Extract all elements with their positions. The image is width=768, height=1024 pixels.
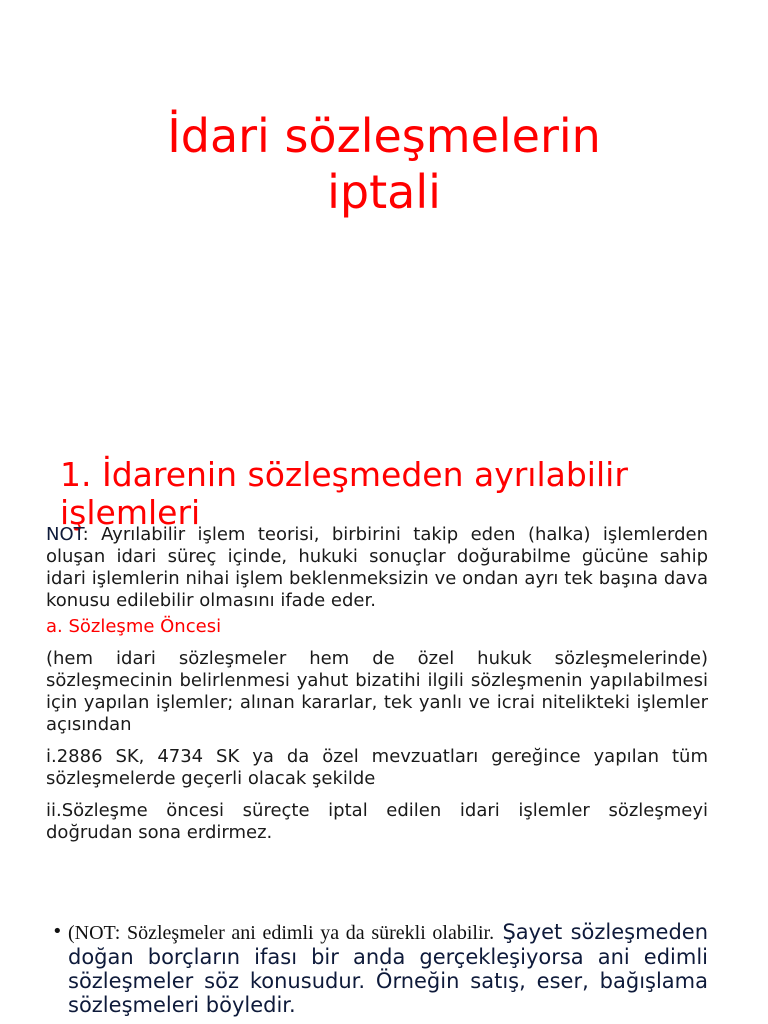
not-label: NOT (46, 524, 83, 545)
bullet-rest-text: Şayet sözleşmeden doğan borçların ifası bir anda gerçekleşiyorsa ani edimli sözleşmeler söz konusudur. Örneğin satış, eser, bağışlama sözleşmeleri böyledir. (68, 920, 709, 1017)
paragraph-2: i.2886 SK, 4734 SK ya da özel mevzuatları gereğince yapılan tüm sözleşmelerde geçerli olacak şekilde (46, 746, 708, 789)
paragraph-1: (hem idari sözleşmeler hem de özel hukuk sözleşmelerinde) sözleşmecinin belirlenmesi yahut bizatihi ilgili sözleşmenin yapılabilmesi için yapılan işlemler; alınan kararlar, tek yanlı ve icrai nitelikteki işlemler açısından (46, 648, 708, 735)
not-text: : Ayrılabilir işlem teorisi, birbirini takip eden (halka) işlemlerden oluşan idari süreç içinde, hukuki sonuçlar doğurabilme gücüne sahip idari işlemlerin nihai işlem beklenmeksizin ve ondan ayrı tek başına dava konusu edilebilir olmasını ifade eder. (46, 524, 708, 611)
bullet-icon: • (52, 921, 63, 942)
title-line-1: İdari sözleşmelerin (167, 109, 601, 163)
bullet-text (68, 920, 708, 1017)
subheading: a. Sözleşme Öncesi (46, 616, 222, 637)
not-paragraph (46, 524, 708, 612)
bullet-item (52, 920, 708, 1017)
title-line-2: iptali (327, 165, 441, 219)
paragraph-3: ii.Sözleşme öncesi süreçte iptal edilen idari işlemler sözleşmeyi doğrudan sona erdirmez. (46, 800, 708, 843)
bullet-serif-text: (NOT: Sözleşmeler ani edimli ya da sürekli olabilir. (68, 922, 495, 944)
body-text (46, 524, 708, 844)
section-heading: 1. İdarenin sözleşmeden ayrılabilir işlemleri (60, 455, 628, 532)
page-title (0, 108, 768, 220)
